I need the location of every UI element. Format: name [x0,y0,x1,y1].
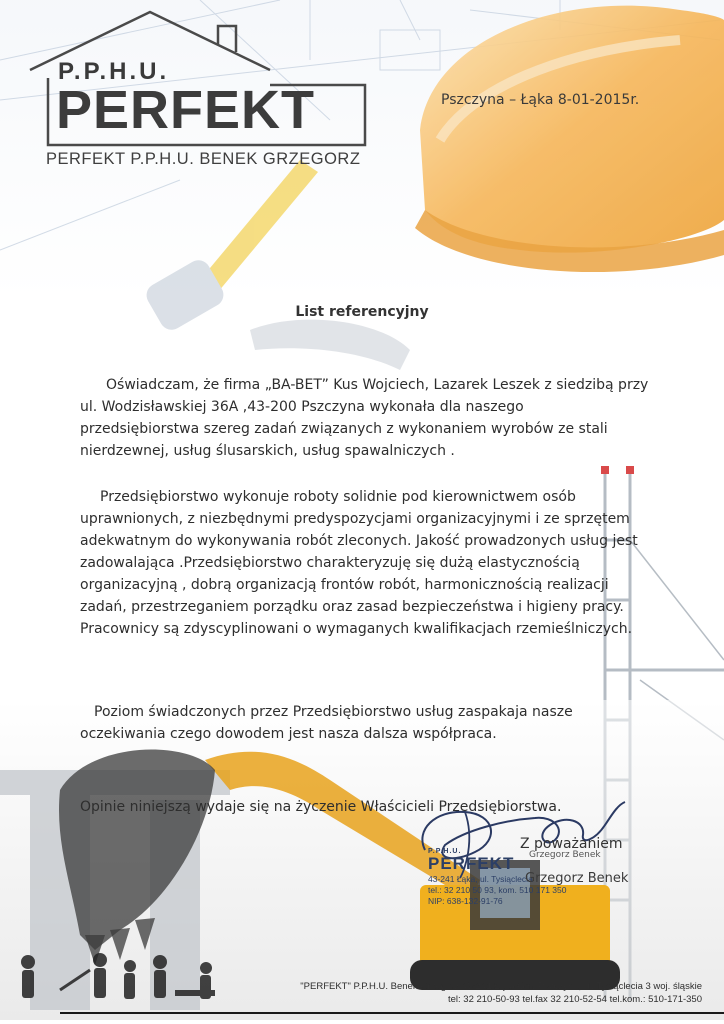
paragraph-line: zadań, przestrzeganiem porządku oraz zasad bezpieczeństwa i higieny pracy. [80,599,624,615]
footer-address: "PERFEKT" P.P.H.U. Benek Grzegorz 43-241 Łąka Gm. Pszczyna, ul. Tysiąclecia 3 woj. śląskie [300,981,702,992]
footer [300,980,702,1006]
paragraph-line: adekwatnym do wykonywania robót zleconych. Jakość prowadzonych usług jest [80,533,638,549]
stamp-phone: tel.: 32 210 50 93, kom. 510 171 350 [428,885,567,895]
letter-date: Pszczyna – Łąka 8-01-2015r. [441,92,640,108]
paragraph-line: Poziom świadczonych przez Przedsiębiorstwo usług zaspakaja nasze [94,704,573,720]
footer-divider [60,1012,724,1014]
paragraph-1 [80,374,649,462]
logo-pphu: P.P.H.U. [58,58,170,85]
stamp-pphu: P.P.H.U. [428,848,462,855]
stamp-name: PERFEKT [428,854,515,873]
paragraph-line: Opinie niniejszą wydaje się na życzenie Właścicieli Przedsiębiorstwa. [80,799,562,815]
hammer-icon [250,320,410,370]
paragraph-line: przedsiębiorstwa szereg zadań związanych z wykonaniem wyrobów ze stali [80,421,608,437]
paragraph-line: zadowalająca .Przedsiębiorstwo charakteryzuję się dużą elastycznością [80,555,580,571]
letter-title: List referencyjny [295,304,429,320]
stamp-nip: NIP: 638-132-91-76 [428,896,503,906]
paragraph-line: ul. Wodzisławskiej 36A ,43-200 Pszczyna wykonała dla naszego [80,399,524,415]
paragraph-line: Przedsiębiorstwo wykonuje roboty solidnie pod kierownictwem osób [100,489,576,505]
paragraph-line: Oświadczam, że firma „BA-BET” Kus Wojciech, Lazarek Leszek z siedzibą przy [106,377,649,393]
footer-contact: tel: 32 210-50-93 tel.fax 32 210-52-54 tel.kom.: 510-171-350 [447,994,702,1005]
paragraph-line: oczekiwania czego dowodem jest nasza dalsza współpraca. [80,726,497,742]
paragraph-line: Pracownicy są zdyscyplinowani o wymaganych kwalifikacjach rzemieślniczych. [80,621,633,637]
paragraph-line: nierdzewnej, usług ślusarskich, usług spawalniczych . [80,443,455,459]
paragraph-2 [80,486,640,640]
signature-caption: Grzegorz Benek [529,850,601,860]
logo-company-name: PERFEKT [56,80,316,140]
stamp-owner: Grzegorz Benek [525,871,629,886]
stamp-address: 43-241 Łąka, ul. Tysiąclecia [428,874,533,884]
paragraph-3 [80,701,640,745]
closing-regards: Z poważaniem [520,836,623,852]
paragraph-line: uprawnionych, z niezbędnymi predyspozycjami organizacyjnymi i ze sprzętem [80,511,630,527]
paragraph-line: organizacyjną , dobrą organizacją frontów robót, harmonicznością realizacji [80,577,609,593]
logo-subtitle: PERFEKT P.P.H.U. BENEK GRZEGORZ [46,150,361,168]
